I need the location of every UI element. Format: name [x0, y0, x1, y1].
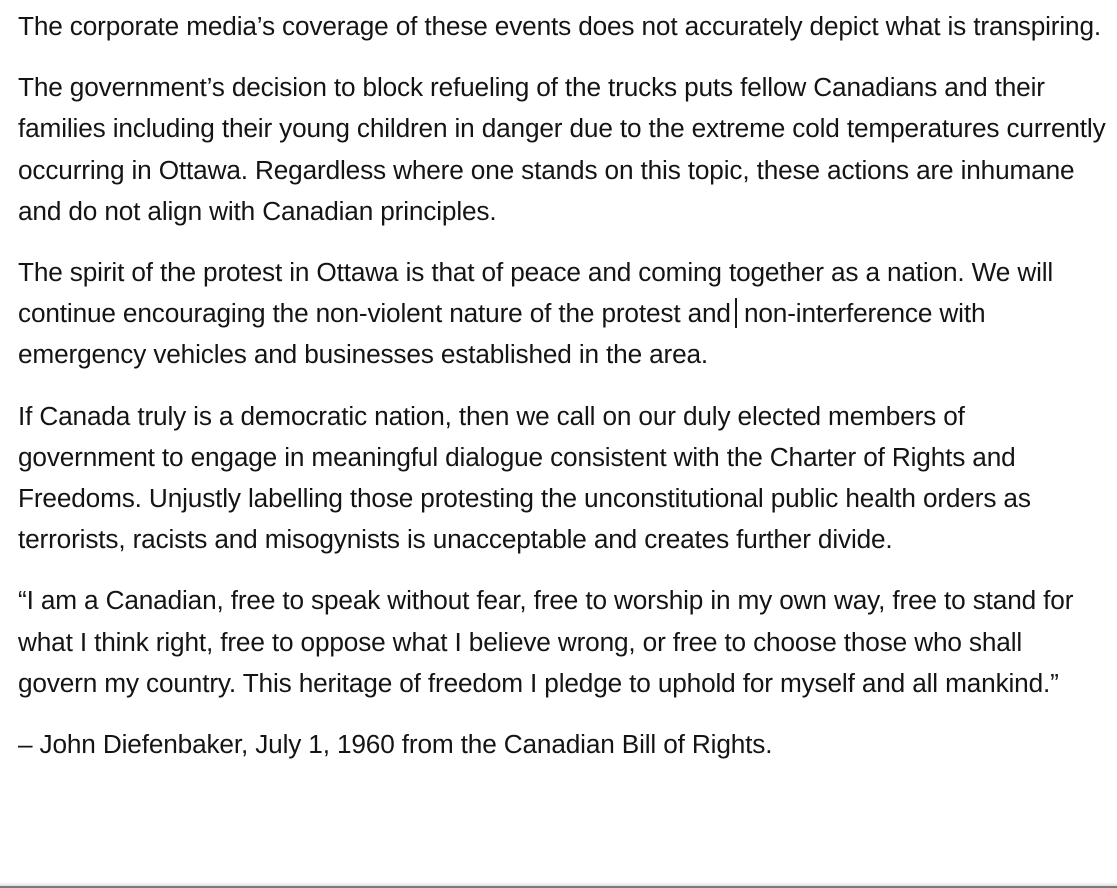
document-body — [18, 6, 1108, 765]
paragraph-democratic-nation[interactable]: If Canada truly is a democratic nation, then we call on our duly elected members of government to engage in meaningful dialogue consistent with the Charter of Rights and Freedoms. Unjustly labelling those protesting the unconstitutional public health orders as terrorists, racists and misogynists is unacceptable and creates further divide. — [18, 400, 1031, 555]
paragraph-media-coverage[interactable]: The corporate media’s coverage of these events does not accurately depict what is transpiring. — [18, 11, 1101, 41]
paragraph-spirit-of-protest[interactable] — [18, 252, 1108, 376]
paragraph-spirit-text-start: The spirit of the protest in Ottawa is that of peace and coming together as a nation. We will continue encouraging the non-violent nature of the protest and — [18, 257, 1054, 329]
paragraph-spirit-text-end: non-interference with emergency vehicles and businesses established in the area. — [18, 298, 986, 370]
text-cursor-caret — [735, 298, 737, 328]
quote-attribution[interactable]: – John Diefenbaker, July 1, 1960 from the Canadian Bill of Rights. — [18, 729, 773, 760]
paragraph-refueling[interactable]: The government’s decision to block refueling of the trucks puts fellow Canadians and their families including their young children in danger due to the extreme cold temperatures currently occurring in Ottawa. Regardless where one stands on this topic, these actions are inhumane and do not align with Canadian principles. — [18, 72, 1106, 226]
quote-paragraph[interactable]: “I am a Canadian, free to speak without fear, free to worship in my own way, free to stand for what I think right, free to oppose what I believe wrong, or free to choose those who shall govern my country. This heritage of freedom I pledge to uphold for myself and all mankind.” — [18, 585, 1074, 698]
